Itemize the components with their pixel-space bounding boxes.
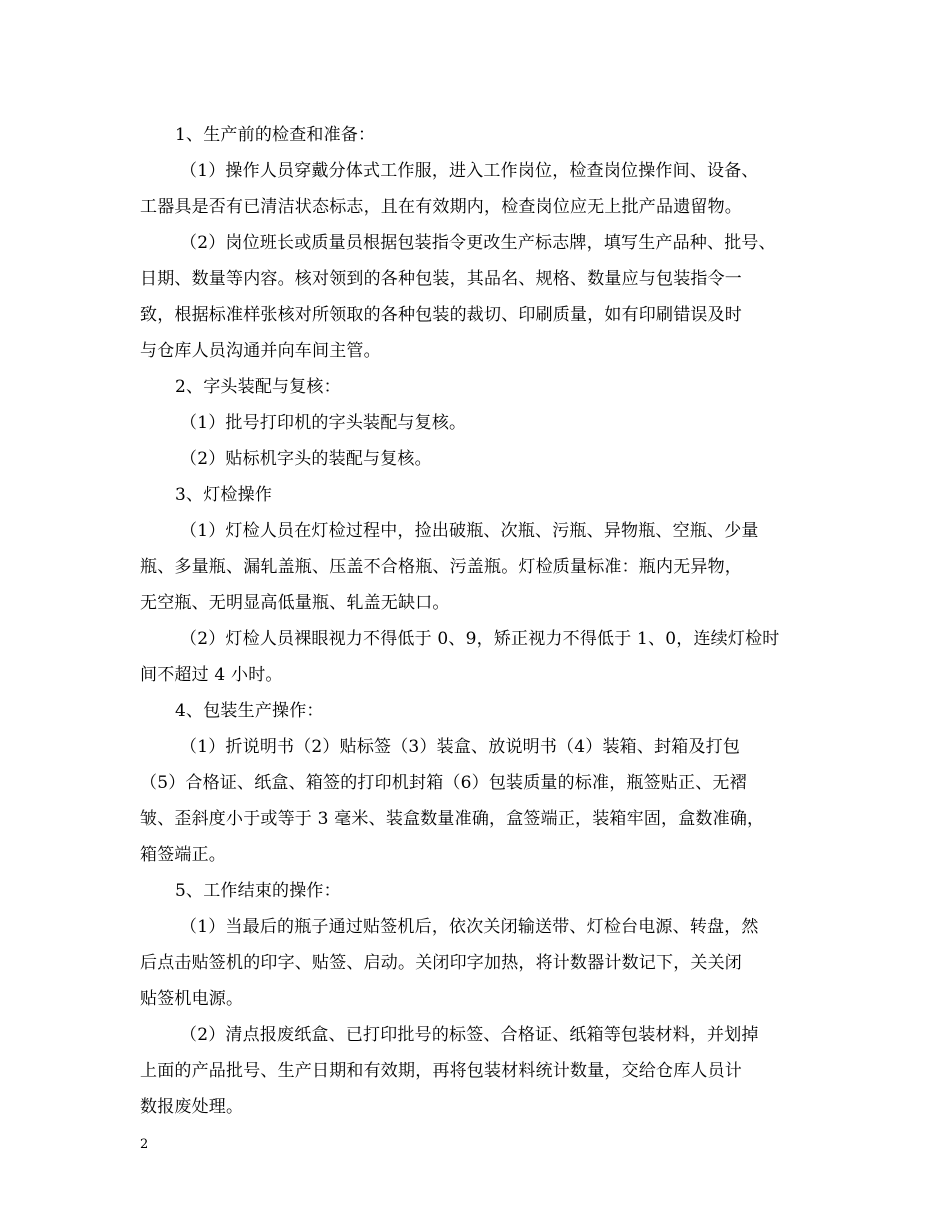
section-heading: 3、灯检操作 [175, 485, 273, 505]
paragraph-line: 工器具是否有已清洁状态标志，且在有效期内，检查岗位应无上批产品遗留物。 [140, 197, 742, 217]
paragraph-line: 瓶、多量瓶、漏轧盖瓶、压盖不合格瓶、污盖瓶。灯检质量标准：瓶内无异物， [140, 557, 742, 577]
paragraph-line: 皱、歪斜度小于或等于 3 毫米、装盒数量准确，盒签端正，装箱牢固，盒数准确， [140, 809, 765, 829]
paragraph-line: （1）折说明书（2）贴标签（3）装盒、放说明书（4）装箱、封箱及打包 [180, 737, 741, 757]
paragraph-line: （1）批号打印机的字头装配与复核。 [180, 413, 467, 433]
section-heading: 5、工作结束的操作： [175, 881, 341, 901]
paragraph-line: （1）灯检人员在灯检过程中，捡出破瓶、次瓶、污瓶、异物瓶、空瓶、少量 [180, 521, 759, 541]
section-heading: 2、字头装配与复核： [175, 377, 341, 397]
paragraph-line: 无空瓶、无明显高低量瓶、轧盖无缺口。 [140, 593, 450, 613]
paragraph-line: 间不超过 4 小时。 [140, 665, 283, 685]
paragraph-line: （1）操作人员穿戴分体式工作服，进入工作岗位，检查岗位操作间、设备、 [180, 161, 759, 181]
paragraph-line: 日期、数量等内容。核对领到的各种包装，其品名、规格、数量应与包装指令一 [140, 269, 742, 289]
document-body [140, 117, 820, 1125]
page-number: 2 [140, 1137, 149, 1152]
paragraph-line: （5）合格证、纸盒、箱签的打印机封箱（6）包装质量的标准，瓶签贴正、无褶 [140, 773, 747, 793]
section-heading: 4、包装生产操作： [175, 701, 324, 721]
paragraph-line: （2）岗位班长或质量员根据包装指令更改生产标志牌，填写生产品种、批号、 [180, 233, 776, 253]
paragraph-line: 致，根据标准样张核对所领取的各种包装的裁切、印刷质量，如有印刷错误及时 [140, 305, 742, 325]
paragraph-line: （2）贴标机字头的装配与复核。 [180, 449, 432, 469]
paragraph-line: 数报废处理。 [140, 1097, 244, 1117]
paragraph-line: 与仓库人员沟通并向车间主管。 [140, 341, 381, 361]
paragraph-line: （2）灯检人员裸眼视力不得低于 0、9，矫正视力不得低于 1、0，连续灯检时 [180, 629, 780, 649]
paragraph-line: （2）清点报废纸盒、已打印批号的标签、合格证、纸箱等包装材料，并划掉 [180, 1025, 759, 1045]
section-heading: 1、生产前的检查和准备： [175, 125, 376, 145]
paragraph-line: 上面的产品批号、生产日期和有效期，再将包装材料统计数量，交给仓库人员计 [140, 1061, 742, 1081]
paragraph-line: （1）当最后的瓶子通过贴签机后，依次关闭输送带、灯检台电源、转盘，然 [180, 917, 759, 937]
paragraph-line: 箱签端正。 [140, 845, 226, 865]
paragraph-line: 贴签机电源。 [140, 989, 244, 1009]
paragraph-line: 后点击贴签机的印字、贴签、启动。关闭印字加热，将计数器计数记下，关关闭 [140, 953, 742, 973]
